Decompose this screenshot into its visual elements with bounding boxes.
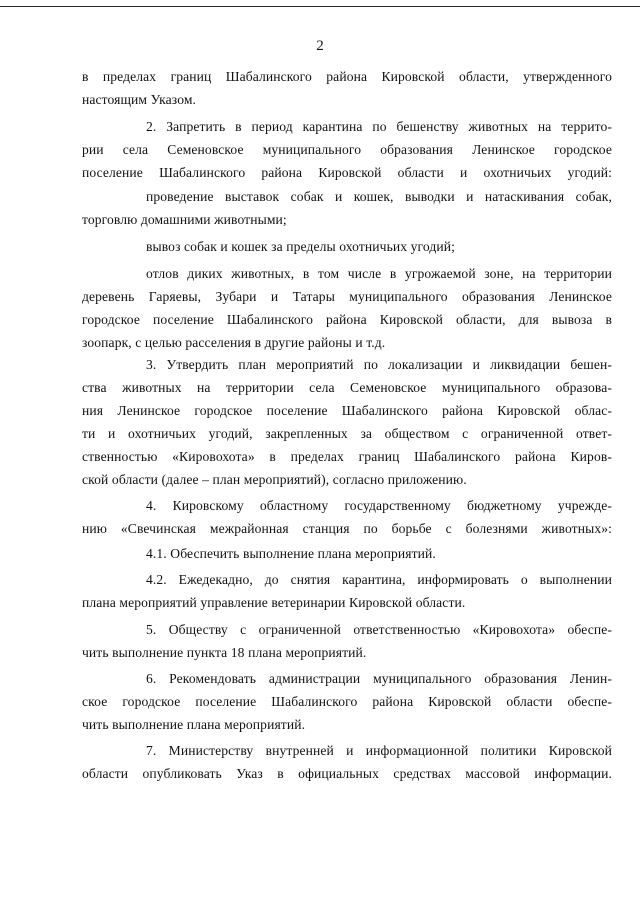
text-line: 4. Кировскому областному государственному бюджетному учрежде- [146,498,612,513]
text-line: торговлю домашними животными; [82,212,287,227]
text-line: 4.2. Ежедекадно, до снятия карантина, информировать о выполнении [146,572,612,587]
text-line: чить выполнение плана мероприятий. [82,717,306,732]
text-line: вывоз собак и кошек за пределы охотничьих угодий; [146,239,456,254]
text-line: поселение Шабалинского района Кировской области и охотничьих угодий: [82,165,612,180]
text-line: плана мероприятий управление ветеринарии Кировской области. [82,595,466,610]
text-line: 5. Обществу с ограниченной ответственностью «Кировохота» обеспе- [146,622,612,637]
text-line: зоопарк, с целью расселения в другие районы и т.д. [82,335,386,350]
text-line: отлов диких животных, в том числе в угрожаемой зоне, на территории [146,266,612,281]
text-line: 2. Запретить в период карантина по бешенству животных на террито- [146,119,612,134]
text-line: проведение выставок собак и кошек, выводки и натаскивания собак, [146,189,612,204]
text-line: ской области (далее – план мероприятий), согласно приложению. [82,472,467,487]
page-number: 2 [316,38,324,54]
text-line: рии села Семеновское муниципального образования Ленинское городское [82,142,612,157]
text-line: 7. Министерству внутренней и информационной политики Кировской [146,743,612,758]
text-line: ственностью «Кировохота» в пределах границ Шабалинского района Киров- [82,449,612,464]
text-line: 4.1. Обеспечить выполнение плана мероприятий. [146,546,436,561]
text-line: области опубликовать Указ в официальных средствах массовой информации. [82,766,612,781]
text-line: нию «Свечинская межрайонная станция по борьбе с болезнями животных»: [82,521,612,536]
text-line: ское городское поселение Шабалинского района Кировской области обеспе- [82,694,612,709]
top-rule [0,6,640,7]
text-line: ния Ленинское городское поселение Шабалинского района Кировской облас- [82,403,612,418]
text-line: деревень Гаряевы, Зубари и Татары муниципального образования Ленинское [82,289,612,304]
text-line: 6. Рекомендовать администрации муниципального образования Ленин- [146,671,612,686]
text-line: ти и охотничьих угодий, закрепленных за обществом с ограниченной ответ- [82,426,612,441]
text-line: 3. Утвердить план мероприятий по локализации и ликвидации бешен- [146,357,612,372]
text-line: чить выполнение пункта 18 плана мероприятий. [82,645,367,660]
text-line: в пределах границ Шабалинского района Кировской области, утвержденного [82,69,612,84]
text-line: ства животных на территории села Семеновское муниципального образова- [82,380,612,395]
text-line: городское поселение Шабалинского района Кировской области, для вывоза в [82,312,612,327]
text-line: настоящим Указом. [82,92,197,107]
